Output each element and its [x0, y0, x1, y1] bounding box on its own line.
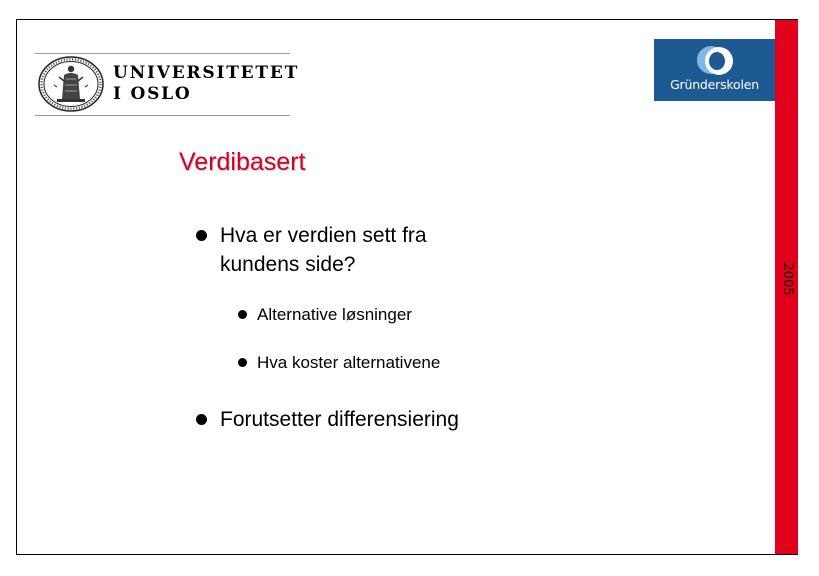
year-label: 2005 — [780, 262, 795, 296]
grunderskolen-logo — [654, 39, 775, 101]
slide — [16, 19, 798, 555]
bullet-item — [196, 405, 459, 434]
sub-bullet-item — [238, 303, 412, 327]
slide-title: Verdibasert — [179, 148, 306, 176]
university-name — [113, 63, 299, 105]
bullet-text: Forutsetter differensiering — [220, 408, 459, 431]
bullet-dot-icon — [238, 358, 247, 367]
sub-bullet-text: Hva koster alternativene — [257, 353, 441, 372]
university-name-line1: UNIVERSITETET — [113, 63, 300, 83]
bullet-dot-icon — [238, 310, 247, 319]
grunderskolen-logo-icon — [694, 43, 736, 79]
bullet-dot-icon — [196, 230, 207, 241]
university-name-line2: I OSLO — [113, 84, 192, 104]
bullet-dot-icon — [196, 414, 207, 425]
university-logo — [35, 53, 300, 115]
sub-bullet-text: Alternative løsninger — [257, 305, 412, 324]
sub-bullet-item — [238, 351, 440, 375]
bullet-text: Hva er verdien sett fra kundens side? — [220, 224, 427, 276]
logo-divider-bottom — [35, 115, 290, 116]
university-seal-icon — [37, 55, 105, 113]
bullet-item — [196, 221, 427, 279]
grunderskolen-logo-text: Gründerskolen — [670, 77, 759, 92]
